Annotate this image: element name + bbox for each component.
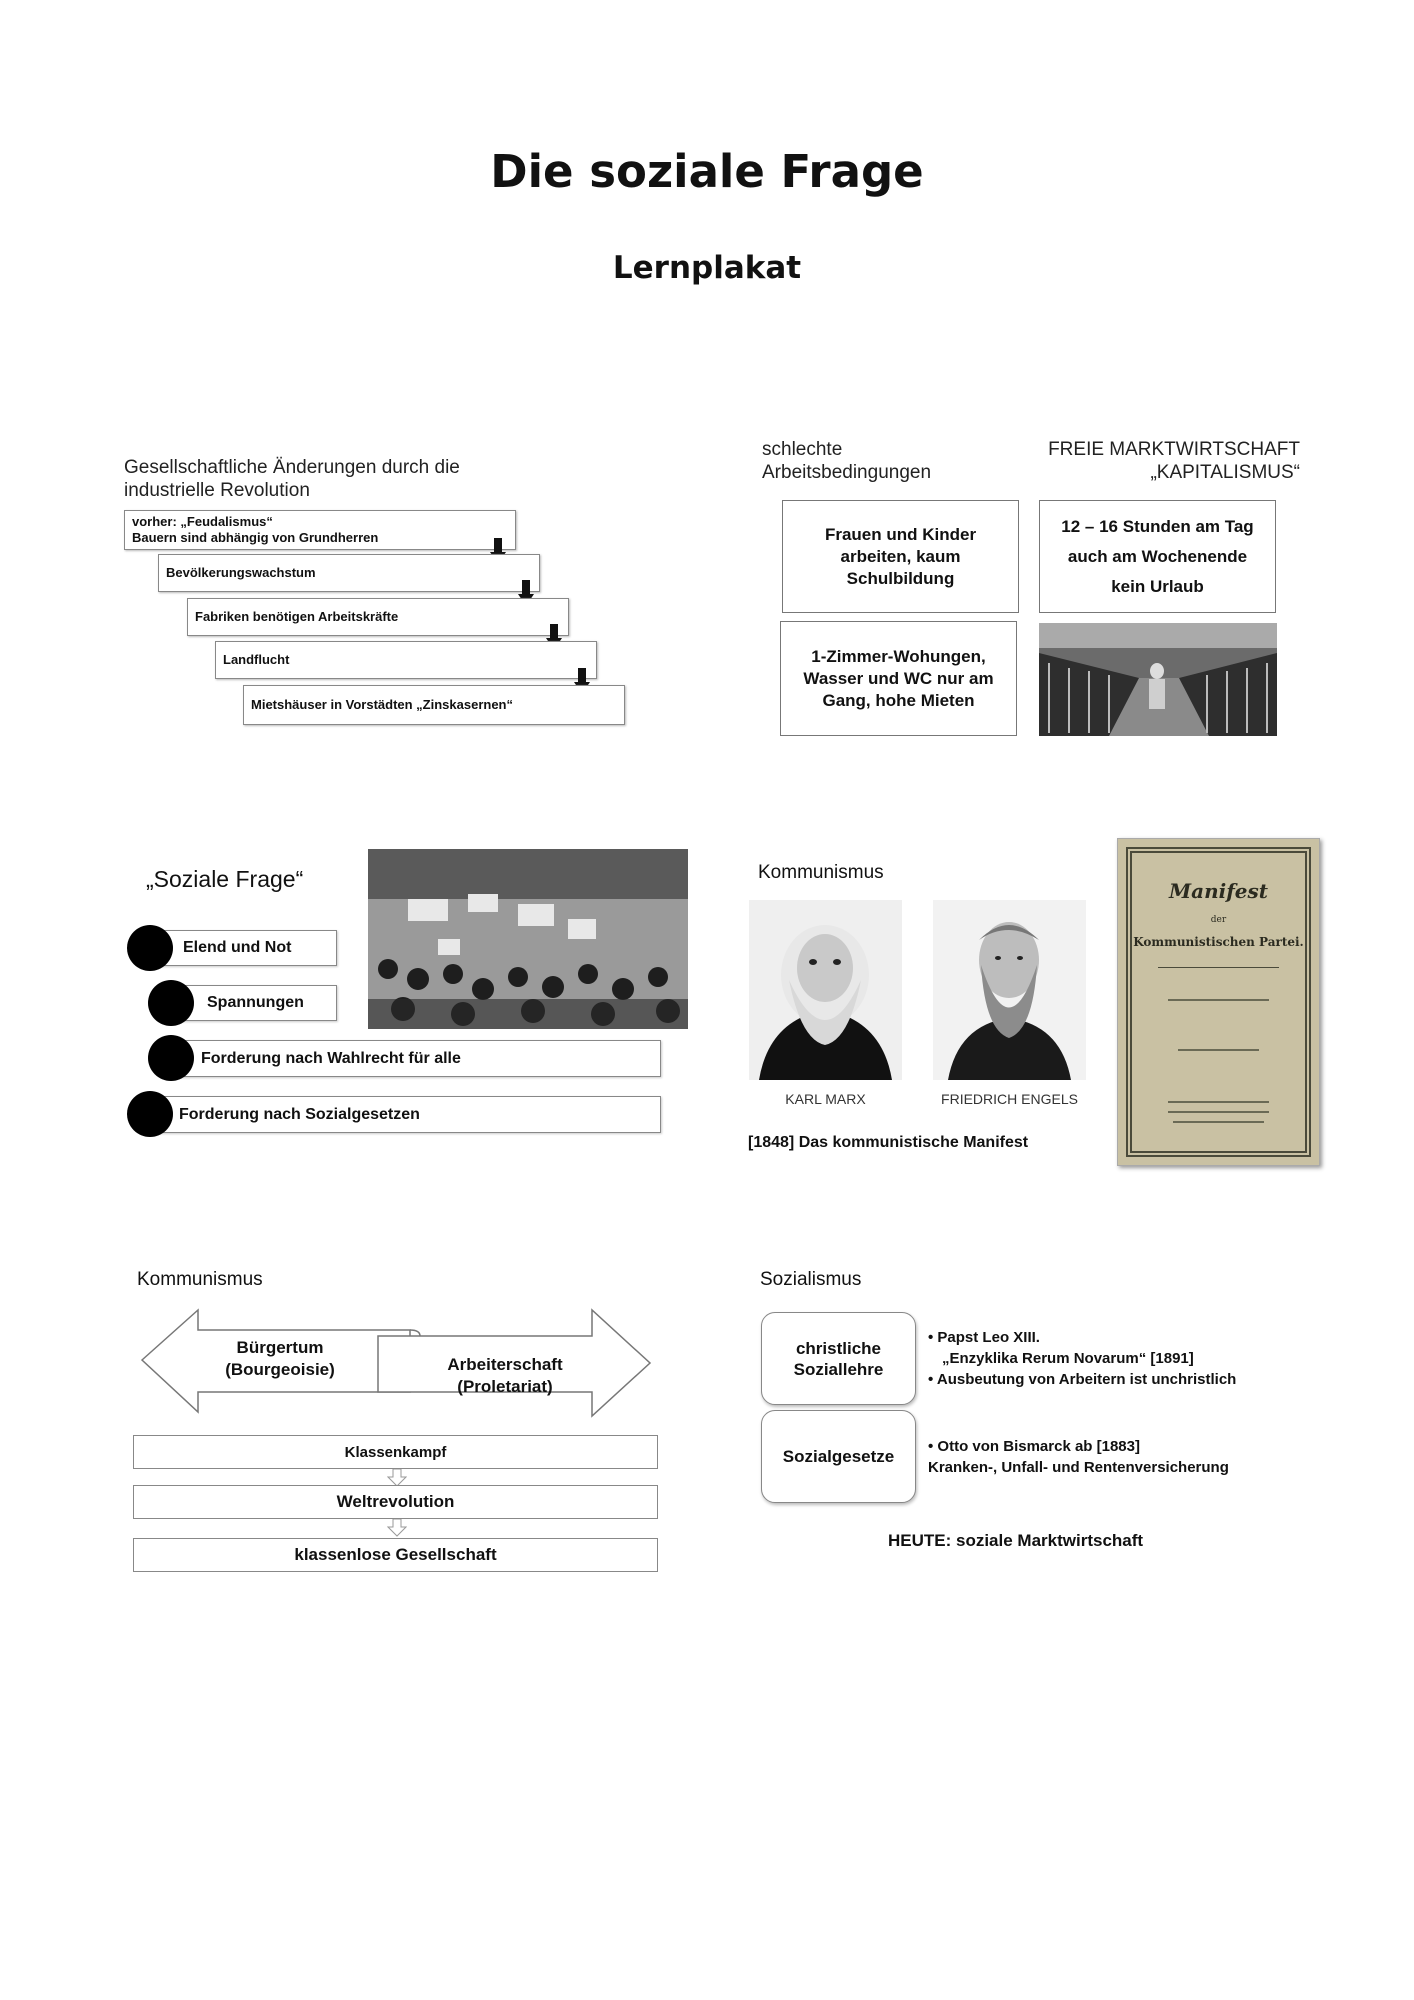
box-sozialgesetze: Sozialgesetze	[761, 1410, 916, 1503]
section5-heading: Kommunismus	[137, 1269, 263, 1290]
arrow-line: Bürgertum	[236, 1338, 324, 1357]
step-fabriken	[187, 598, 569, 636]
step-bevoelkerung	[158, 554, 540, 592]
protest-photo	[368, 849, 688, 1029]
bullet-item: • Papst Leo XIII.	[928, 1327, 1268, 1348]
step-line: vorher: „Feudalismus“	[132, 514, 273, 529]
heading-line: FREIE MARKTWIRTSCHAFT	[1048, 439, 1300, 460]
step-line: Bauern sind abhängig von Grundherren	[132, 530, 379, 545]
bullet-circle	[148, 980, 194, 1026]
bullet-item: • Ausbeutung von Arbeitern ist unchristlich	[928, 1369, 1268, 1390]
heading-line: „KAPITALISMUS“	[1150, 462, 1300, 483]
section1-heading: Gesellschaftliche Änderungen durch die industrielle Revolution	[124, 457, 460, 501]
arrow-line: (Bourgeoisie)	[225, 1360, 335, 1379]
item-wahlrecht: Forderung nach Wahlrecht für alle	[172, 1040, 661, 1077]
factory-photo	[1039, 623, 1277, 736]
step-mietshaeuser	[243, 685, 625, 725]
step-landflucht	[215, 641, 597, 679]
page-subtitle: Lernplakat	[612, 250, 802, 286]
bullet-circle	[127, 1091, 173, 1137]
step-line: Fabriken benötigen Arbeitskräfte	[195, 609, 399, 624]
bullet-item: Kranken-, Unfall- und Rentenversicherung	[928, 1459, 1229, 1476]
caption-engels: FRIEDRICH ENGELS	[941, 1091, 1078, 1107]
cover-der: der	[1210, 915, 1227, 925]
manifest-cover	[1117, 838, 1320, 1166]
marx-portrait	[749, 900, 902, 1080]
heute-text: HEUTE: soziale Marktwirtschaft	[888, 1531, 1144, 1550]
step-line: Landflucht	[223, 652, 290, 667]
step-line: Bevölkerungswachstum	[166, 565, 316, 580]
box-line: kein Urlaub	[1111, 576, 1204, 596]
engels-portrait	[933, 900, 1086, 1080]
arrow-line: (Proletariat)	[457, 1377, 553, 1396]
box-soziallehre: christliche Soziallehre	[761, 1312, 916, 1405]
arrow-arbeiterschaft	[420, 1354, 590, 1398]
box-line: 12 – 16 Stunden am Tag	[1061, 516, 1254, 536]
flow-klassenlos: klassenlose Gesellschaft	[133, 1538, 658, 1572]
bullet-item: • Otto von Bismarck ab [1883]	[928, 1436, 1268, 1457]
section2-heading-left: schlechte Arbeitsbedingungen	[762, 439, 932, 483]
bullet-circle	[148, 1035, 194, 1081]
caption-marx: KARL MARX	[785, 1091, 866, 1107]
bullet-item: „Enzyklika Rerum Novarum“ [1891]	[942, 1350, 1194, 1367]
section3-heading: „Soziale Frage“	[146, 866, 304, 892]
section4-heading: Kommunismus	[758, 862, 884, 883]
step-line: Mietshäuser in Vorstädten „Zinskasernen“	[251, 697, 513, 712]
item-spannungen: Spannungen	[170, 985, 337, 1021]
manifest-caption: [1848] Das kommunistische Manifest	[748, 1134, 1029, 1151]
cover-partei: Kommunistischen Partei.	[1133, 935, 1304, 949]
box-arbeitszeit	[1039, 500, 1276, 613]
section6-heading: Sozialismus	[760, 1269, 862, 1290]
step-feudalismus	[124, 510, 516, 550]
item-sozialgesetze: Forderung nach Sozialgesetzen	[150, 1096, 661, 1133]
bullet-circle	[127, 925, 173, 971]
soziallehre-bullets	[928, 1327, 1268, 1390]
flow-weltrevolution: Weltrevolution	[133, 1485, 658, 1519]
section2-heading-right	[1030, 438, 1300, 484]
box-line: auch am Wochenende	[1067, 546, 1248, 566]
item-elend: Elend und Not	[150, 930, 337, 966]
arrow-buergertum	[200, 1337, 360, 1381]
page-title: Die soziale Frage	[490, 145, 924, 198]
box-frauen-kinder: Frauen und Kinder arbeiten, kaum Schulbildung	[782, 500, 1019, 613]
cover-title: Manifest	[1168, 879, 1269, 903]
sozialgesetze-bullets	[928, 1436, 1268, 1478]
down-arrow-icon	[387, 1519, 407, 1537]
flow-klassenkampf: Klassenkampf	[133, 1435, 658, 1469]
box-wohnungen: 1-Zimmer-Wohungen, Wasser und WC nur am Gang, hohe Mieten	[780, 621, 1017, 736]
arrow-line: Arbeiterschaft	[447, 1355, 563, 1374]
